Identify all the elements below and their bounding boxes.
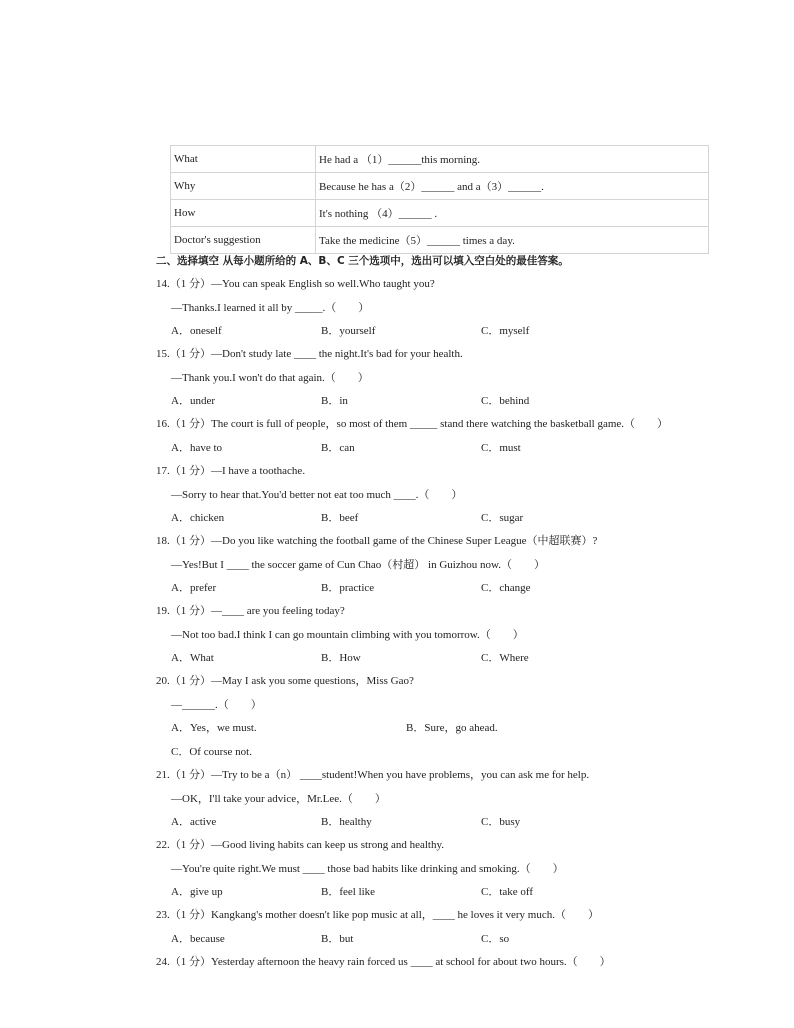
option-a[interactable]: A．chicken — [171, 512, 225, 524]
option-b[interactable]: B．practice — [321, 582, 375, 594]
question-stem: 16.（1 分）The court is full of people，so most of them _____ stand there watching the basketball game.（ ） — [156, 418, 669, 430]
option-b[interactable]: B．How — [321, 652, 361, 664]
option-b[interactable]: B．beef — [321, 512, 359, 524]
option-b[interactable]: B．healthy — [321, 816, 372, 828]
option-a[interactable]: A．oneself — [171, 325, 222, 337]
question-stem: 24.（1 分）Yesterday afternoon the heavy rain forced us ____ at school for about two hours.（ ） — [156, 956, 611, 968]
question-dialogue-line: —Sorry to hear that.You'd better not eat too much ____.（ ） — [171, 489, 463, 501]
option-a[interactable]: A．prefer — [171, 582, 217, 594]
row-content: Because he has a（2）______ and a（3）______. — [316, 173, 709, 200]
option-c[interactable]: C．change — [481, 582, 531, 594]
option-b[interactable]: B．can — [321, 442, 355, 454]
question-stem: 18.（1 分）—Do you like watching the football game of the Chinese Super League（中超联赛）? — [156, 535, 598, 547]
question-stem: 22.（1 分）—Good living habits can keep us strong and healthy. — [156, 839, 444, 851]
question-stem: 20.（1 分）—May I ask you some questions，Miss Gao? — [156, 675, 414, 687]
option-b[interactable]: B．in — [321, 395, 348, 407]
question-dialogue-line: —Thank you.I won't do that again.（ ） — [171, 372, 369, 384]
row-content: It's nothing （4）______ . — [316, 200, 709, 227]
table-row — [171, 173, 709, 200]
question-stem: 14.（1 分）—You can speak English so well.Who taught you? — [156, 278, 435, 290]
row-content: Take the medicine（5）______ times a day. — [316, 227, 709, 254]
option-c[interactable]: C．sugar — [481, 512, 524, 524]
option-c[interactable]: C．Of course not. — [171, 746, 252, 758]
table-row — [171, 200, 709, 227]
option-b[interactable]: B．feel like — [321, 886, 376, 898]
option-c[interactable]: C．busy — [481, 816, 521, 828]
question-dialogue-line: —Thanks.I learned it all by _____.（ ） — [171, 302, 370, 314]
option-a[interactable]: A．Yes，we must. — [171, 722, 257, 734]
info-table — [170, 145, 709, 254]
question-dialogue-line: —You're quite right.We must ____ those bad habits like drinking and smoking.（ ） — [171, 863, 564, 875]
question-dialogue-line: —OK，I'll take your advice，Mr.Lee.（ ） — [171, 793, 386, 805]
option-a[interactable]: A．have to — [171, 442, 223, 454]
table-row — [171, 227, 709, 254]
section-heading: 二、选择填空 从每小题所给的 A、B、C 三个选项中，选出可以填入空白处的最佳答案。 — [156, 255, 569, 267]
row-label: Why — [171, 173, 316, 200]
option-b[interactable]: B．Sure，go ahead. — [406, 722, 498, 734]
option-c[interactable]: C．myself — [481, 325, 530, 337]
table-row — [171, 146, 709, 173]
question-stem: 21.（1 分）—Try to be a（n） ____student!When you have problems，you can ask me for help. — [156, 769, 590, 781]
row-label: Doctor's suggestion — [171, 227, 316, 254]
option-a[interactable]: A．under — [171, 395, 215, 407]
option-a[interactable]: A．because — [171, 933, 225, 945]
option-b[interactable]: B．yourself — [321, 325, 376, 337]
row-label: How — [171, 200, 316, 227]
option-c[interactable]: C．must — [481, 442, 521, 454]
row-content: He had a （1）______this morning. — [316, 146, 709, 173]
option-c[interactable]: C．take off — [481, 886, 534, 898]
option-a[interactable]: A．What — [171, 652, 214, 664]
option-a[interactable]: A．give up — [171, 886, 223, 898]
question-dialogue-line: —Yes!But I ____ the soccer game of Cun Chao（村超） in Guizhou now.（ ） — [171, 559, 545, 571]
question-stem: 23.（1 分）Kangkang's mother doesn't like pop music at all，____ he loves it very much.（ ） — [156, 909, 599, 921]
question-stem: 15.（1 分）—Don't study late ____ the night.It's bad for your health. — [156, 348, 463, 360]
row-label: What — [171, 146, 316, 173]
question-dialogue-line: —______.（ ） — [171, 699, 262, 711]
option-c[interactable]: C．so — [481, 933, 510, 945]
option-b[interactable]: B．but — [321, 933, 354, 945]
option-a[interactable]: A．active — [171, 816, 217, 828]
question-dialogue-line: —Not too bad.I think I can go mountain climbing with you tomorrow.（ ） — [171, 629, 524, 641]
question-stem: 17.（1 分）—I have a toothache. — [156, 465, 306, 477]
option-c[interactable]: C．Where — [481, 652, 529, 664]
option-c[interactable]: C．behind — [481, 395, 530, 407]
question-stem: 19.（1 分）—____ are you feeling today? — [156, 605, 345, 617]
